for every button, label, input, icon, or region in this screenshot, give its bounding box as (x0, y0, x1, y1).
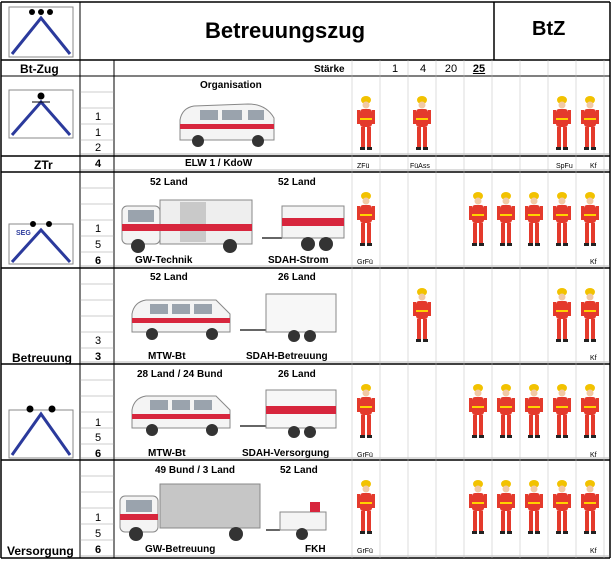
unit-symbol-icon (8, 6, 74, 58)
ztr-role-fuass: FüAss (410, 163, 430, 170)
seg-role-grfu: GrFü (357, 259, 373, 266)
ztr-row-label: ZTr (34, 158, 53, 172)
versorgung-a-count-1: 1 (94, 417, 102, 429)
ztr-count-1: 1 (94, 111, 102, 123)
seg-vehicle-1: GW-Technik (135, 255, 193, 266)
strength-value-4: 4 (419, 63, 427, 75)
versorgung-symbol-icon (8, 400, 74, 460)
versorgung-b-role-grfu: GrFü (357, 548, 373, 555)
versorgung-b-count-2: 5 (94, 528, 102, 540)
ztr-title: Organisation (200, 80, 262, 91)
versorgung-b-vehicle-2: FKH (305, 544, 326, 555)
seg-icon-label: SEG (16, 230, 31, 237)
page-title: Betreuungszug (205, 18, 366, 43)
seg-count-1: 1 (94, 223, 102, 235)
versorgung-a-role-grfu: GrFü (357, 452, 373, 459)
ztr-role-zfu: ZFü (357, 163, 370, 170)
seg-total: 6 (94, 255, 102, 267)
ztr-symbol-icon (8, 80, 74, 140)
seg-vehicle-2: SDAH-Strom (268, 255, 329, 266)
ztr-role-spfu: SpFu (556, 163, 573, 170)
unit-abbreviation: BtZ (532, 18, 566, 40)
betreuung-vehicle-1: MTW-Bt (148, 351, 186, 362)
versorgung-a-vehicle-label-2: 26 Land (278, 369, 316, 380)
seg-symbol-icon (8, 215, 74, 265)
seg-role-kf: Kf (590, 259, 597, 266)
betreuung-count-1: 3 (94, 335, 102, 347)
betreuung-row-label: Betreuung (12, 351, 72, 365)
strength-value-20: 20 (444, 63, 458, 75)
versorgung-b-total: 6 (94, 544, 102, 556)
strength-label: Stärke (314, 64, 345, 75)
versorgung-a-count-2: 5 (94, 432, 102, 444)
ztr-count-2: 1 (94, 127, 102, 139)
seg-count-2: 5 (94, 239, 102, 251)
versorgung-a-total: 6 (94, 448, 102, 460)
versorgung-a-vehicle-2: SDAH-Versorgung (242, 448, 330, 459)
ztr-count-3: 2 (94, 142, 102, 154)
seg-vehicle-label-2: 52 Land (278, 177, 316, 188)
seg-vehicle-label-1: 52 Land (150, 177, 188, 188)
betreuung-total: 3 (94, 351, 102, 363)
versorgung-b-vehicle-1: GW-Betreuung (145, 544, 216, 555)
versorgung-b-role-kf: Kf (590, 548, 597, 555)
strength-value-25: 25 (472, 63, 486, 75)
betreuung-role-kf: Kf (590, 355, 597, 362)
ztr-role-kf: Kf (590, 163, 597, 170)
versorgung-a-vehicle-label-1: 28 Land / 24 Bund (137, 369, 223, 380)
betreuung-vehicle-label-1: 52 Land (150, 272, 188, 283)
ztr-vehicle-label: ELW 1 / KdoW (185, 158, 253, 169)
versorgung-a-role-kf: Kf (590, 452, 597, 459)
betreuung-vehicle-2: SDAH-Betreuung (246, 351, 328, 362)
versorgung-b-count-1: 1 (94, 512, 102, 524)
strength-value-1: 1 (391, 63, 399, 75)
versorgung-b-vehicle-label-1: 49 Bund / 3 Land (155, 465, 236, 476)
versorgung-b-row-label: Versorgung (7, 544, 74, 558)
versorgung-a-vehicle-1: MTW-Bt (148, 448, 186, 459)
betreuung-vehicle-label-2: 26 Land (278, 272, 316, 283)
ztr-total: 4 (94, 158, 102, 170)
versorgung-b-vehicle-label-2: 52 Land (280, 465, 318, 476)
corner-label: Bt-Zug (20, 62, 59, 76)
